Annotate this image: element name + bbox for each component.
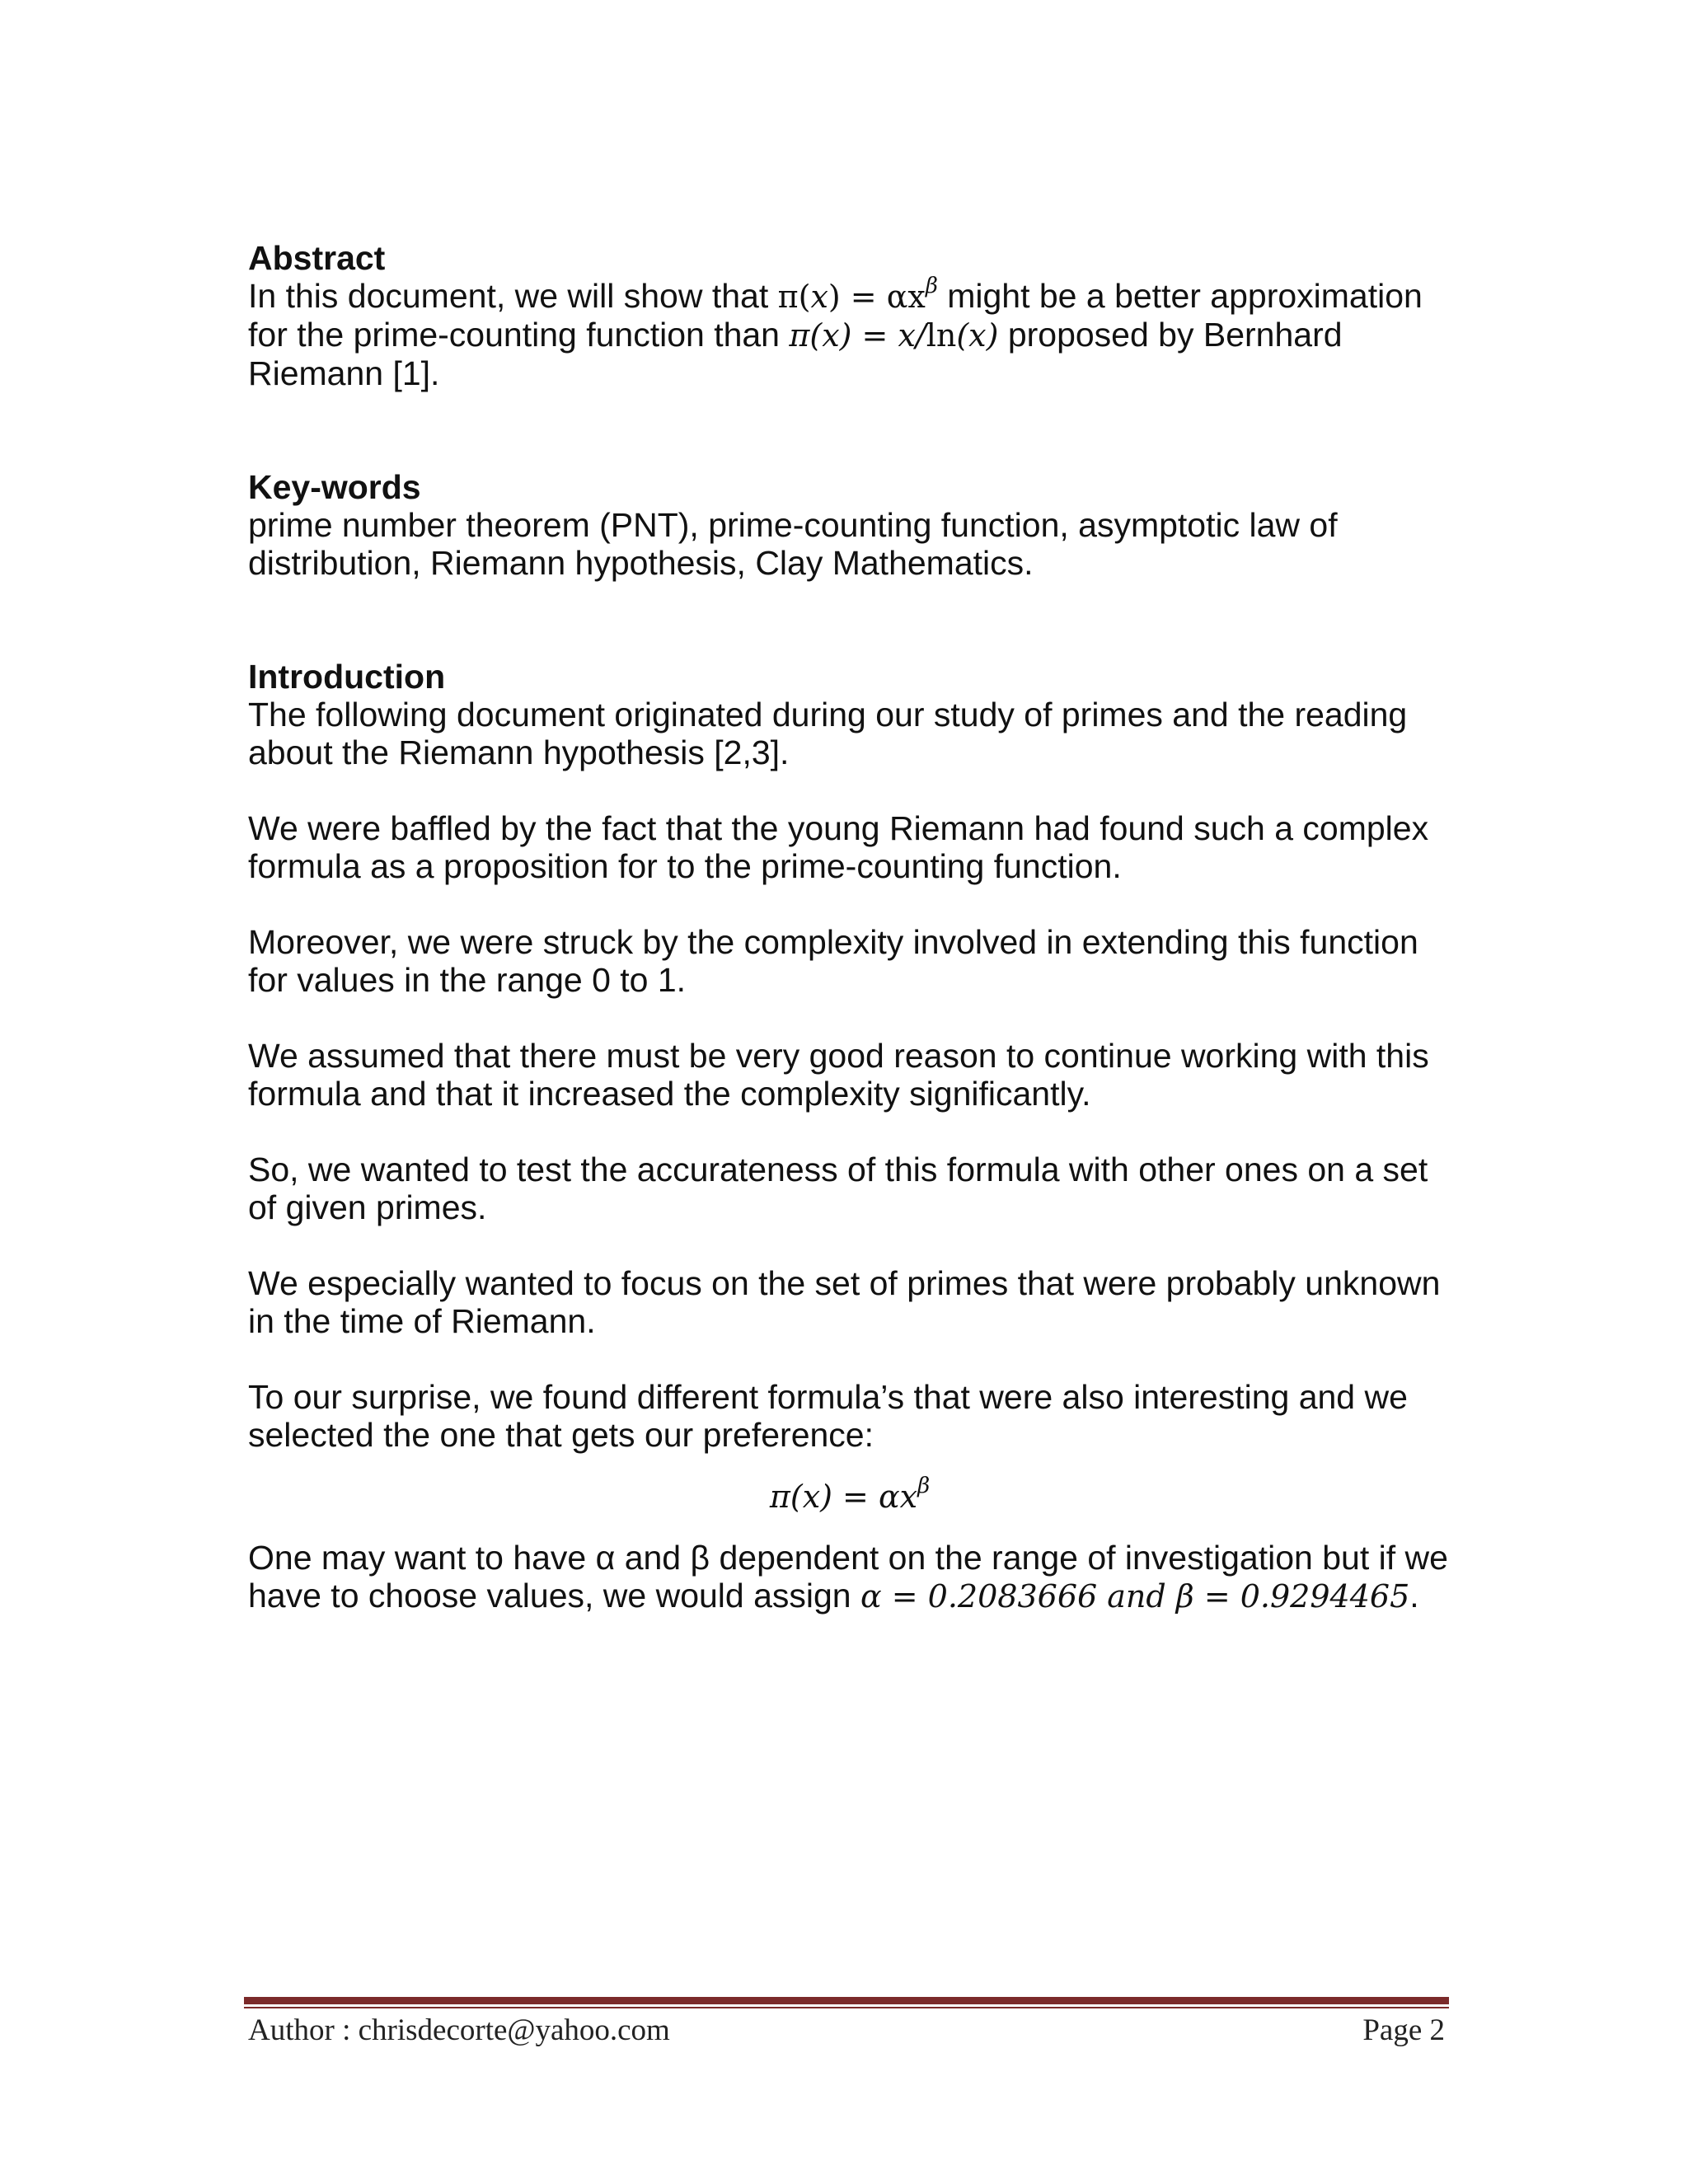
intro-paragraph: So, we wanted to test the accurateness of this formula with other ones on a set of given primes. — [248, 1151, 1428, 1226]
footer-rule-thin — [244, 2007, 1449, 2008]
abstract-formula-power — [777, 274, 938, 315]
intro-closing-end: . — [1409, 1577, 1419, 1615]
intro-paragraph: To our surprise, we found different formula’s that were also interesting and we selected the one that gets our preference: — [248, 1378, 1408, 1454]
abstract-formula-exponent: β — [925, 274, 938, 299]
abstract-formula-log-arg: (x) — [956, 317, 999, 354]
abstract-formula-rhs: ) = αx — [828, 279, 926, 315]
display-formula-main: π(x) = αx — [769, 1479, 918, 1515]
abstract-formula-log — [789, 317, 998, 354]
abstract-formula-ln: ln — [926, 317, 957, 354]
intro-paragraph: The following document originated during our study of primes and the reading about the Riemann hypothesis [2,3]. — [248, 696, 1408, 771]
abstract-text-part-2: might be a better approximation for the prime-counting function than — [248, 277, 1423, 354]
intro-closing-paragraph — [248, 1539, 1451, 1615]
keywords-text: prime number theorem (PNT), prime-counting function, asymptotic law of distribution, Riemann hypothesis, Clay Mathematics. — [248, 506, 1338, 582]
display-formula-exponent: β — [917, 1474, 931, 1499]
intro-paragraph: We especially wanted to focus on the set of primes that were probably unknown in the time of Riemann. — [248, 1264, 1441, 1340]
intro-paragraph: Moreover, we were struck by the complexity involved in extending this function for values in the range 0 to 1. — [248, 923, 1418, 999]
abstract-formula-pi: π( — [777, 279, 811, 315]
display-formula-expression — [769, 1474, 931, 1515]
display-formula — [248, 1474, 1451, 1516]
intro-paragraph: We were baffled by the fact that the young Riemann had found such a complex formula as a proposition for to the prime-counting function. — [248, 809, 1429, 885]
abstract-text-part-1: In this document, we will show that — [248, 277, 778, 315]
intro-closing-text: One may want to have α and β dependent on the range of investigation but if we have to choose values, we would assign — [248, 1539, 1448, 1615]
abstract-section — [248, 239, 1451, 392]
page-footer — [248, 2013, 1445, 2048]
introduction-heading: Introduction — [248, 658, 446, 696]
footer-rule-thick — [244, 1997, 1449, 2004]
keywords-heading: Key-words — [248, 468, 421, 506]
document-body — [248, 239, 1451, 1615]
abstract-heading: Abstract — [248, 239, 386, 277]
intro-paragraph: We assumed that there must be very good reason to continue working with this formula and that it increased the complexity significantly. — [248, 1037, 1429, 1113]
abstract-text-part-3: proposed by Bernhard Riemann [1]. — [248, 316, 1343, 392]
keywords-section — [248, 468, 1451, 582]
abstract-formula-x: x — [810, 279, 828, 315]
parameter-values-formula: α = 0.2083666 and β = 0.9294465 — [860, 1578, 1410, 1615]
footer-page-number: Page 2 — [1362, 2013, 1445, 2047]
introduction-section — [248, 658, 1451, 1615]
abstract-formula-log-lhs: π(x) = x/ — [789, 317, 926, 354]
footer-author: Author : chrisdecorte@yahoo.com — [248, 2013, 670, 2047]
abstract-text — [248, 274, 1451, 392]
